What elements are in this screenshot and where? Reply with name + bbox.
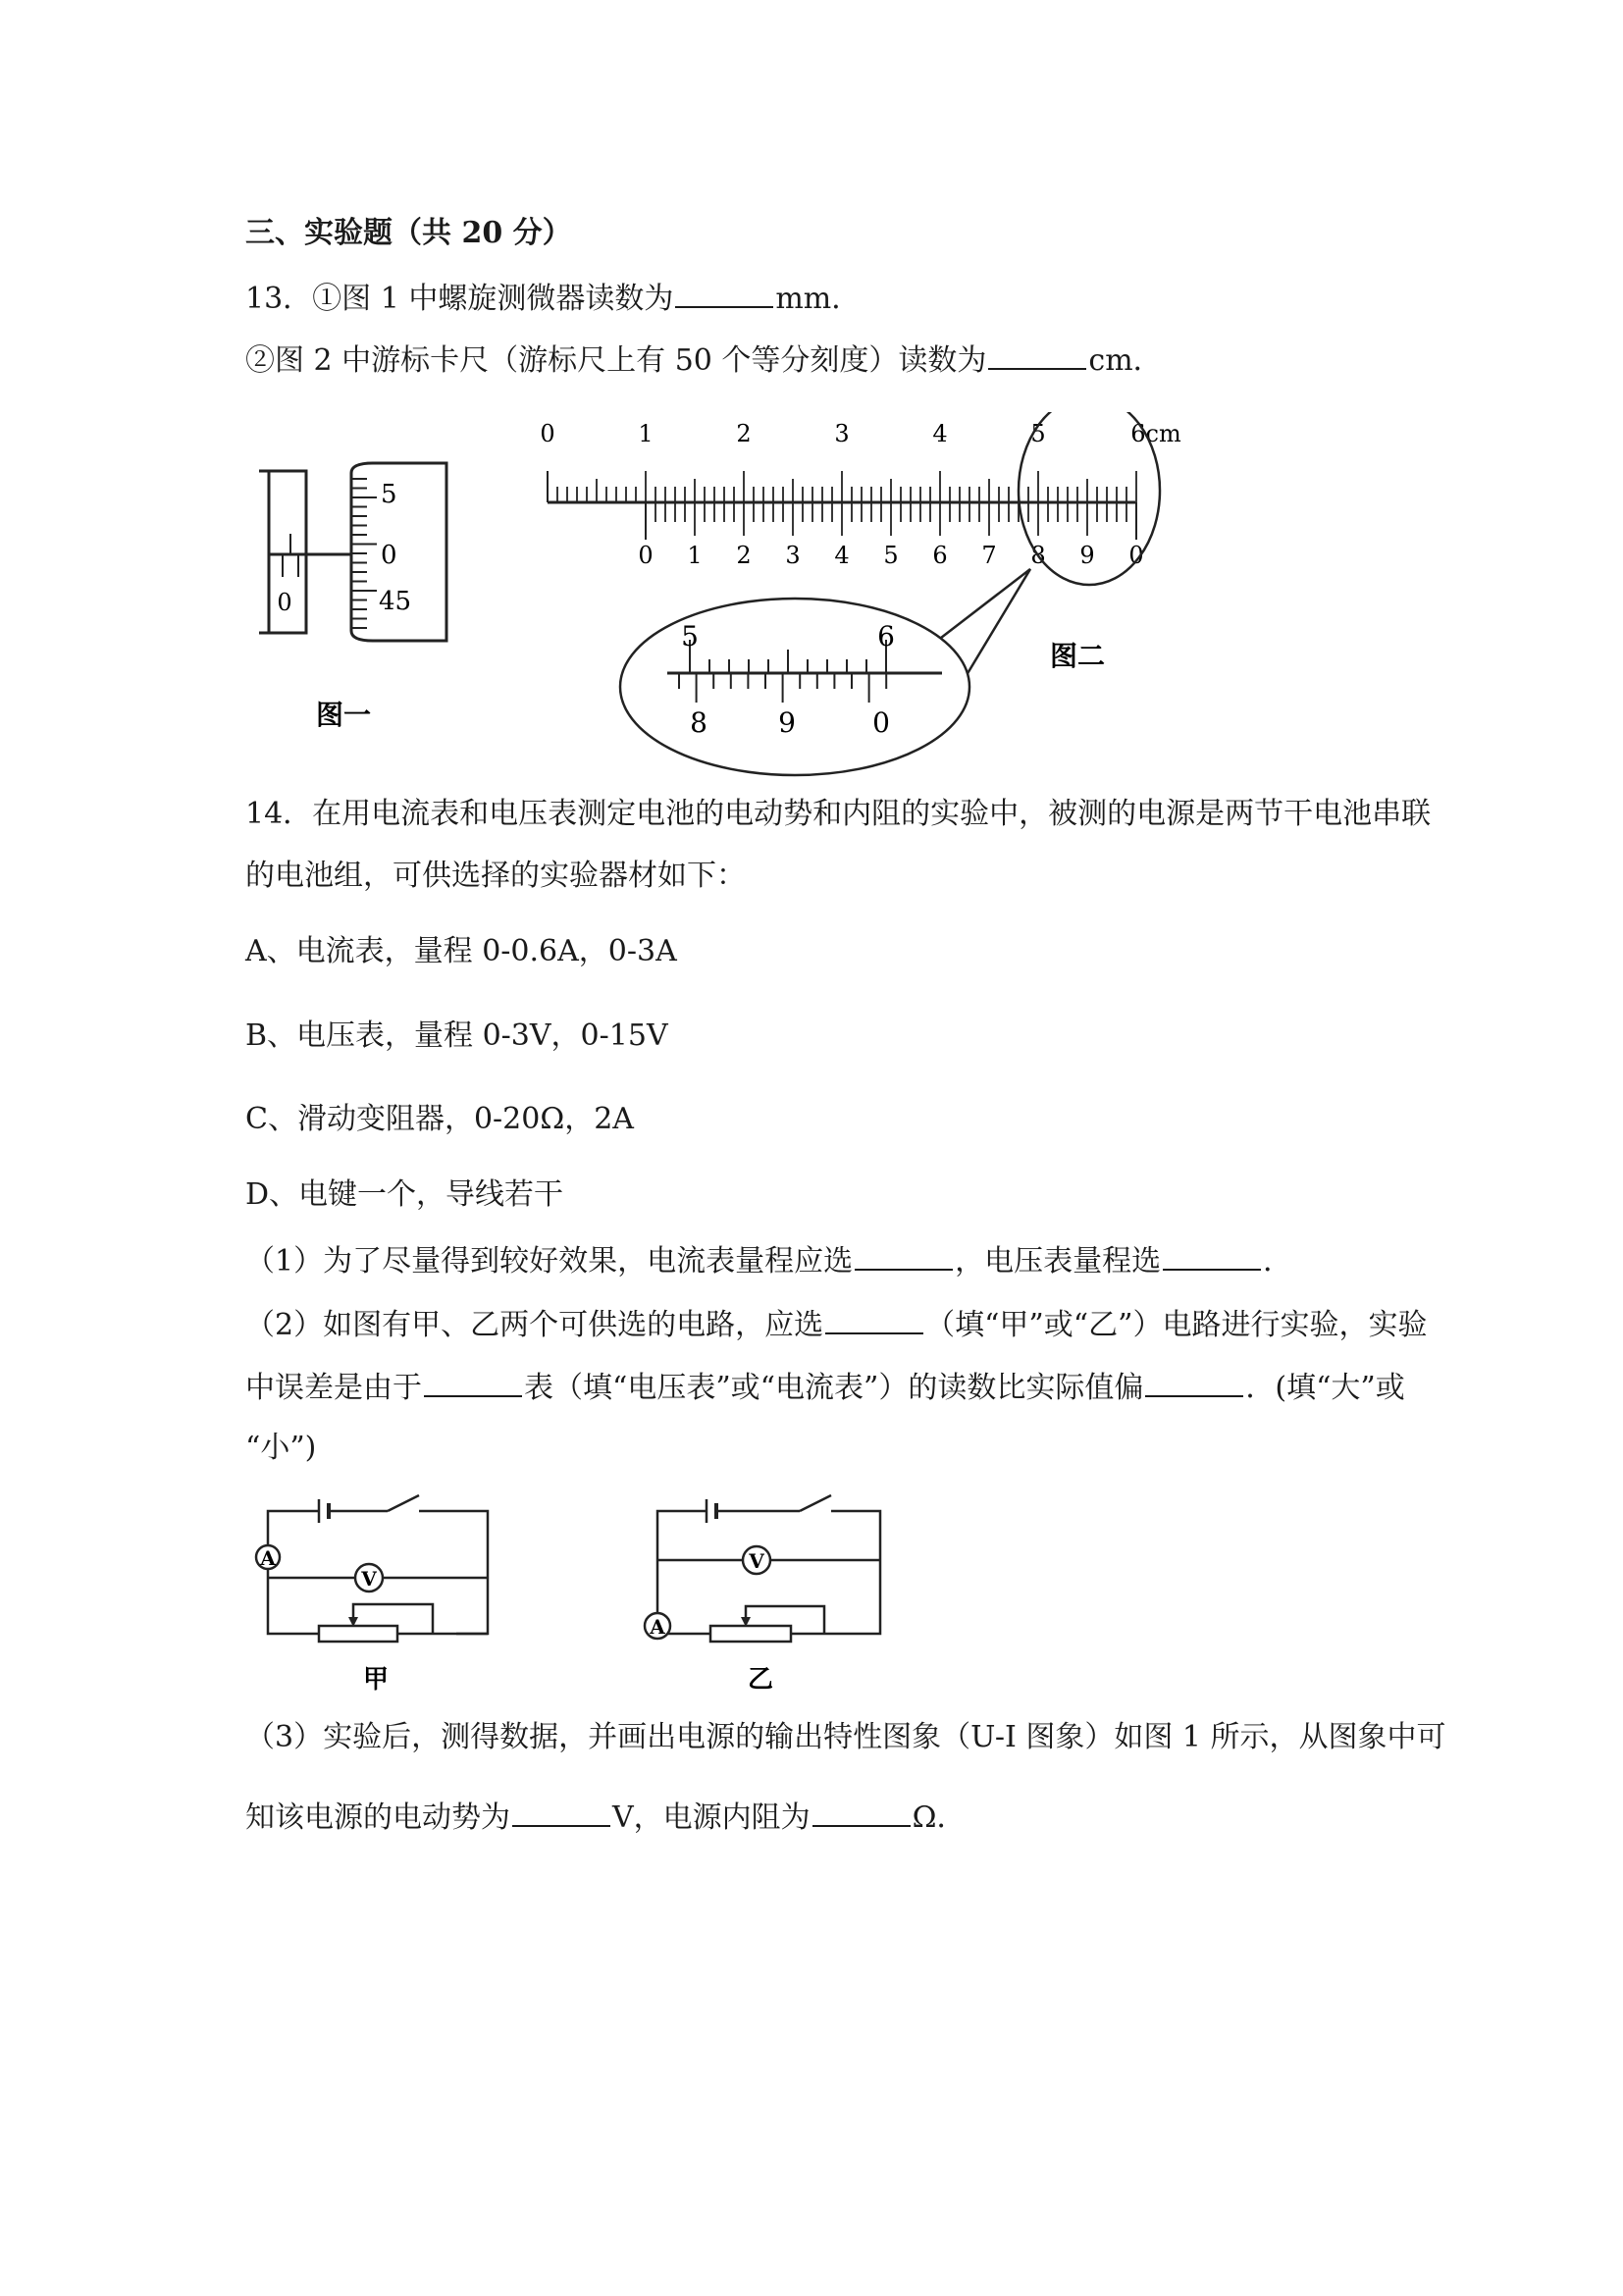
jia-ammeter-symbol: A (260, 1546, 276, 1570)
main-scale-label: 3 (834, 420, 850, 447)
vernier-label: 8 (1030, 542, 1046, 569)
thimble-label-0: 0 (381, 541, 397, 570)
zoom-main-label-5: 5 (681, 620, 699, 652)
main-scale-label: 6cm (1130, 420, 1181, 447)
vernier-label: 0 (638, 542, 654, 569)
q14-part3-line2-prefix: 知该电源的电动势为 (245, 1800, 510, 1835)
circuit-yi (628, 1482, 903, 1697)
q14-ammeter-range-blank[interactable] (855, 1239, 953, 1271)
vernier-label: 9 (1079, 542, 1095, 569)
q13-answer-blank-1[interactable] (675, 277, 773, 308)
q13-line1-suffix: mm． (775, 282, 862, 316)
thimble-label-45: 45 (379, 587, 412, 616)
zoom-vernier-label-0: 0 (872, 706, 890, 739)
main-scale-label: 1 (638, 420, 654, 447)
q14-part2-line2 (245, 1366, 1405, 1408)
fig2-caption: 图二 (1049, 640, 1106, 672)
yi-caption: 乙 (747, 1665, 774, 1695)
vernier-label: 6 (932, 542, 948, 569)
q14-bias-blank[interactable] (1145, 1366, 1243, 1397)
q14-option-b: B、电压表，量程 0-3V，0-15V (245, 1018, 668, 1053)
q14-intro-line2: 的电池组，可供选择的实验器材如下： (245, 859, 746, 893)
vernier-label: 4 (834, 542, 850, 569)
q14-option-d: D、电键一个，导线若干 (245, 1177, 564, 1212)
yi-voltmeter-symbol: V (749, 1549, 764, 1573)
q13-line1-prefix: 13．①图 1 中螺旋测微器读数为 (245, 282, 674, 316)
vernier-label: 1 (687, 542, 703, 569)
q14-resistance-blank[interactable] (812, 1796, 911, 1827)
section-title: 三、实验题（共 20 分） (245, 216, 572, 250)
q14-meter-error-blank[interactable] (424, 1366, 522, 1397)
q14-part2-prefix: （2）如图有甲、乙两个可供选的电路，应选 (245, 1308, 824, 1342)
q14-circuit-choice-blank[interactable] (825, 1303, 923, 1334)
main-scale-label: 0 (540, 420, 555, 447)
q14-part3-line2-suffix: Ω． (912, 1800, 967, 1835)
zoom-main-label-6: 6 (877, 620, 895, 652)
main-scale-label: 5 (1030, 420, 1046, 447)
zoom-vernier-label-8: 8 (690, 706, 707, 739)
q14-part2-suffix: （填“甲”或“乙”）电路进行实验，实验 (925, 1308, 1428, 1342)
zoom-circle-large (620, 599, 969, 775)
q14-part1-prefix: （1）为了尽量得到较好效果，电流表量程应选 (245, 1244, 854, 1278)
zoom-vernier-label-9: 9 (778, 706, 796, 739)
q14-part2-line2-mid: 表（填“电压表”或“电流表”）的读数比实际值偏 (524, 1371, 1144, 1405)
q13-line1 (245, 277, 861, 319)
sleeve-label-0: 0 (277, 589, 292, 616)
vernier-label: 3 (785, 542, 801, 569)
vernier-label: 0 (1128, 542, 1144, 569)
q14-emf-blank[interactable] (512, 1796, 610, 1827)
q14-part2-line2-suffix: ．(填“大”或 (1245, 1371, 1405, 1405)
fig1-caption: 图一 (315, 699, 372, 731)
jia-voltmeter-symbol: V (361, 1567, 377, 1591)
q14-voltmeter-range-blank[interactable] (1163, 1239, 1261, 1271)
q14-part1-mid: ，电压表量程选 (955, 1244, 1162, 1278)
q13-answer-blank-2[interactable] (988, 339, 1086, 370)
q14-option-a: A、电流表，量程 0-0.6A，0-3A (245, 934, 677, 968)
main-scale-label: 4 (932, 420, 948, 447)
q14-part2-line1 (245, 1303, 1427, 1345)
q13-line2 (245, 339, 1163, 381)
q14-part1-suffix: ． (1263, 1244, 1293, 1278)
q14-part1 (245, 1239, 1292, 1281)
main-scale-label: 2 (736, 420, 752, 447)
micrometer-figure (245, 451, 461, 746)
q14-part3-line2 (245, 1796, 967, 1838)
yi-ammeter-symbol: A (650, 1615, 665, 1639)
q14-part2-line3: “小”) (245, 1431, 317, 1465)
q14-part3-line2-mid: V，电源内阻为 (612, 1800, 811, 1835)
circuit-jia (240, 1482, 505, 1697)
vernier-label: 7 (981, 542, 997, 569)
q13-line2-prefix: ②图 2 中游标卡尺（游标尺上有 50 个等分刻度）读数为 (245, 343, 987, 378)
jia-caption: 甲 (362, 1665, 390, 1695)
q13-line2-suffix: cm． (1088, 343, 1163, 378)
vernier-caliper-figure (520, 412, 1187, 785)
q14-option-c: C、滑动变阻器，0-20Ω，2A (245, 1102, 634, 1136)
vernier-label: 2 (736, 542, 752, 569)
q14-intro-line1: 14．在用电流表和电压表测定电池的电动势和内阻的实验中，被测的电源是两节干电池串联 (245, 797, 1432, 831)
q14-part3-line1: （3）实验后，测得数据，并画出电源的输出特性图象（U-I 图象）如图 1 所示，从图象中可 (245, 1720, 1446, 1754)
thimble-label-5: 5 (381, 480, 397, 509)
vernier-label: 5 (883, 542, 899, 569)
q14-part2-line2-prefix: 中误差是由于 (245, 1371, 422, 1405)
